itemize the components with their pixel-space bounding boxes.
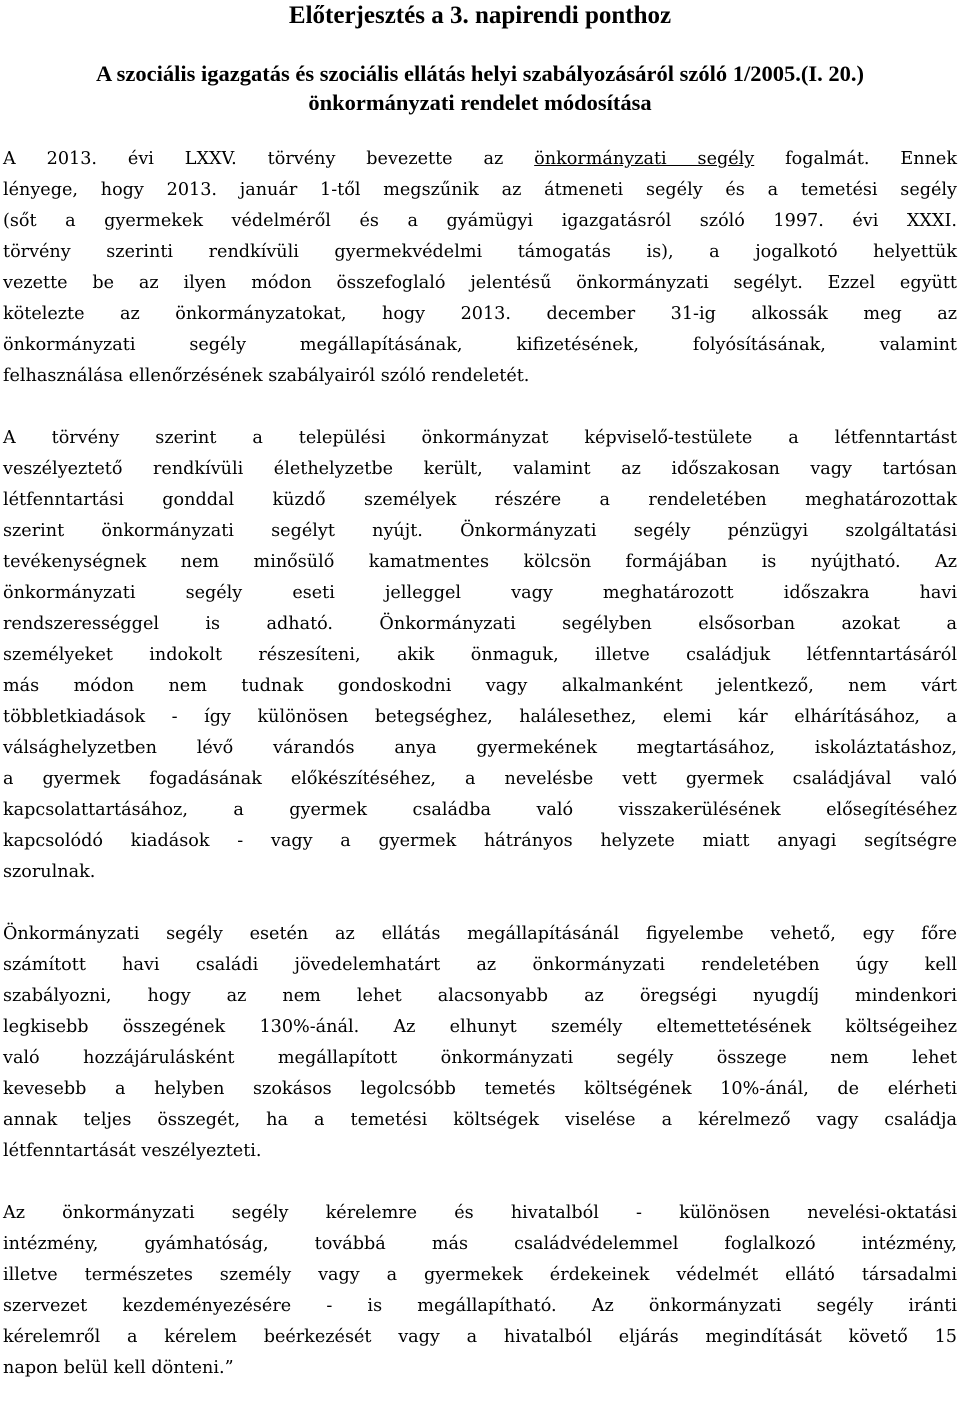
paragraph-line: törvény szerinti rendkívüli gyermekvédelmi támogatás is), a jogalkotó helyettük bbox=[3, 242, 957, 262]
paragraph-line: személyeket indokolt részesíteni, akik önmaguk, illetve családjuk létfenntartásáról bbox=[3, 645, 957, 665]
paragraph-line: válsághelyzetben lévő várandós anya gyermekének megtartásához, iskoláztatáshoz, bbox=[3, 738, 957, 758]
paragraph-line: Az önkormányzati segély kérelemre és hivatalból - különösen nevelési-oktatási bbox=[3, 1203, 957, 1223]
paragraph-line: (sőt a gyermekek védelméről és a gyámügyi igazgatásról szóló 1997. évi XXXI. bbox=[3, 211, 957, 231]
paragraph-line: kapcsolattartásához, a gyermek családba való visszakerülésének elősegítéséhez bbox=[3, 800, 957, 820]
paragraph-line: kevesebb a helyben szokásos legolcsóbb temetés költségének 10%-ánál, de elérheti bbox=[3, 1079, 957, 1099]
paragraph-line: felhasználása ellenőrzésének szabályairól szóló rendeletét. bbox=[3, 366, 530, 386]
subtitle-line: önkormányzati rendelet módosítása bbox=[308, 90, 652, 115]
paragraph-line: létfenntartási gonddal küzdő személyek részére a rendeletében meghatározottak bbox=[3, 490, 957, 510]
paragraph-line: számított havi családi jövedelemhatárt az önkormányzati rendeletében úgy kell bbox=[3, 955, 957, 975]
paragraph-line: annak teljes összegét, ha a temetési költségek viselése a kérelmező vagy családja bbox=[3, 1110, 957, 1130]
text-run: A 2013. évi LXXV. törvény bevezette az bbox=[3, 149, 535, 169]
paragraph-line: napon belül kell dönteni.” bbox=[3, 1358, 234, 1378]
paragraph-3 bbox=[3, 919, 957, 1167]
paragraph-line: legkisebb összegének 130%-ánál. Az elhunyt személy eltemettetésének költségeihez bbox=[3, 1017, 957, 1037]
paragraph-line: szabályozni, hogy az nem lehet alacsonyabb az öregségi nyugdíj mindenkori bbox=[3, 986, 957, 1006]
paragraph-line: rendszerességgel is adható. Önkormányzati segélyben elsősorban azokat a bbox=[3, 614, 957, 634]
paragraph-line: létfenntartását veszélyezteti. bbox=[3, 1141, 262, 1161]
paragraph-1 bbox=[3, 144, 957, 392]
paragraph-line: többletkiadások - így különösen betegséghez, halálesethez, elemi kár elhárításához, a bbox=[3, 707, 957, 727]
paragraph-2 bbox=[3, 423, 957, 888]
document-subtitle bbox=[3, 59, 957, 117]
paragraph-line: szorulnak. bbox=[3, 862, 96, 882]
subtitle-line: A szociális igazgatás és szociális ellátás helyi szabályozásáról szóló 1/2005.(I. 20.) bbox=[95, 61, 865, 86]
text-run: fogalmát. Ennek bbox=[754, 149, 957, 169]
paragraph-line: szervezet kezdeményezésére - is megállapítható. Az önkormányzati segély iránti bbox=[3, 1296, 957, 1316]
document-title: Előterjesztés a 3. napirendi ponthoz bbox=[288, 2, 672, 29]
paragraph-line: kötelezte az önkormányzatokat, hogy 2013. december 31-ig alkossák meg az bbox=[3, 304, 957, 324]
paragraph-line: kapcsolódó kiadások - vagy a gyermek hátrányos helyzete miatt anyagi segítségre bbox=[3, 831, 957, 851]
paragraph-line bbox=[3, 144, 957, 175]
paragraph-line: lényege, hogy 2013. január 1-től megszűnik az átmeneti segély és a temetési segély bbox=[3, 180, 957, 200]
paragraph-4 bbox=[3, 1198, 957, 1384]
underlined-term: önkormányzati segély bbox=[534, 149, 755, 169]
paragraph-line: önkormányzati segély megállapításának, kifizetésének, folyósításának, valamint bbox=[3, 335, 957, 355]
paragraph-line: való hozzájárulásként megállapított önkormányzati segély összege nem lehet bbox=[3, 1048, 957, 1068]
paragraph-line: a gyermek fogadásának előkészítéséhez, a nevelésbe vett gyermek családjával való bbox=[3, 769, 957, 789]
paragraph-line: kérelemről a kérelem beérkezését vagy a hivatalból eljárás megindítását követő 15 bbox=[3, 1327, 957, 1347]
paragraph-line: más módon nem tudnak gondoskodni vagy alkalmanként jelentkező, nem várt bbox=[3, 676, 957, 696]
paragraph-line: veszélyeztető rendkívüli élethelyzetbe került, valamint az időszakosan vagy tartósan bbox=[3, 459, 957, 479]
paragraph-line: illetve természetes személy vagy a gyermekek érdekeinek védelmét ellátó társadalmi bbox=[3, 1265, 957, 1285]
paragraph-line: önkormányzati segély eseti jelleggel vagy meghatározott időszakra havi bbox=[3, 583, 957, 603]
paragraph-line: intézmény, gyámhatóság, továbbá más családvédelemmel foglalkozó intézmény, bbox=[3, 1234, 957, 1254]
paragraph-line: Önkormányzati segély esetén az ellátás megállapításánál figyelembe vehető, egy főre bbox=[3, 924, 957, 944]
paragraph-line: vezette be az ilyen módon összefoglaló jelentésű önkormányzati segélyt. Ezzel együtt bbox=[3, 273, 957, 293]
paragraph-line: tevékenységnek nem minősülő kamatmentes kölcsön formájában is nyújtható. Az bbox=[3, 552, 957, 572]
paragraph-line: szerint önkormányzati segélyt nyújt. Önkormányzati segély pénzügyi szolgáltatási bbox=[3, 521, 957, 541]
paragraph-line: A törvény szerint a települési önkormányzat képviselő-testülete a létfenntartást bbox=[3, 428, 957, 448]
